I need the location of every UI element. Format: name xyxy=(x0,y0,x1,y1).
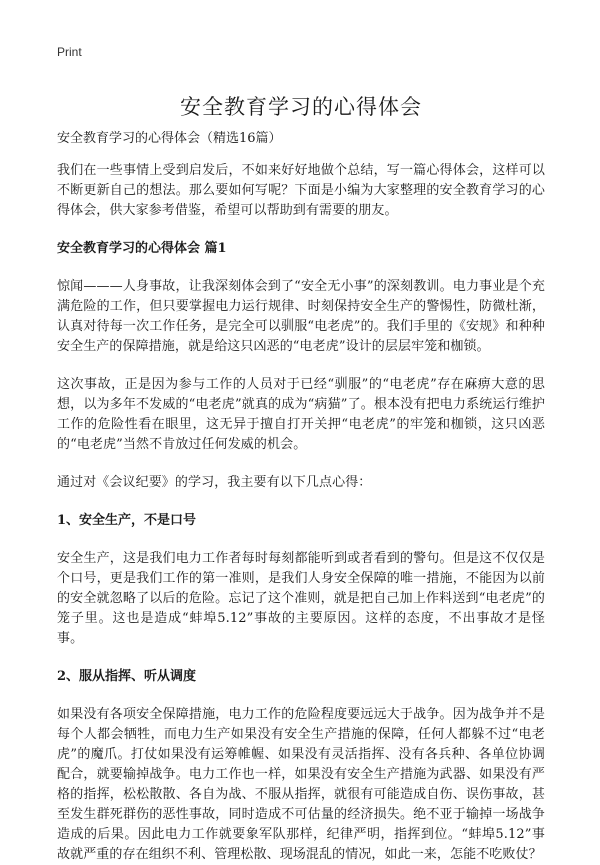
intro-paragraph: 我们在一些事情上受到启发后，不如来好好地做个总结，写一篇心得体会，这样可以不断更新自己的想法。那么要如何写呢？下面是小编为大家整理的安全教育学习的心得体会，供大家参考借鉴，希望可以帮助到有需要的朋友。 xyxy=(57,163,545,218)
section-heading: 安全教育学习的心得体会 篇1 xyxy=(57,241,227,256)
print-link[interactable]: Print xyxy=(57,45,82,59)
paragraph-1: 惊闻———人身事故，让我深刻体会到了“安全无小事”的深刻教训。电力事业是个充满危险的工作，但只要掌握电力运行规律、时刻保持安全生产的警惕性，防微杜渐，认真对待每一次工作任务，是完全可以驯服“电老虎”的。我们手里的《安规》和种种安全生产的保障措施，就是给这只凶恶的“电老虎”设计的层层牢笼和枷锁。 xyxy=(57,279,545,354)
document-title: 安全教育学习的心得体会 xyxy=(180,95,422,119)
point-2-text: 如果没有各项安全保障措施，电力工作的危险程度要远远大于战争。因为战争并不是每个人都会牺牲，而电力生产如果没有安全生产措施的保障，任何人都躲不过“电老虎”的魔爪。打仗如果没有运筹帷幄、如果没有灵活指挥、没有各兵种、各单位协调配合，就要输掉战争。电力工作也一样，如果没有安全生产措施为武器、如果没有严格的指挥，松松散散、各自为战、不服从指挥，就很有可能造成自伤、误伤事故，甚至发生群死群伤的恶性事故，同时造成不可估量的经济损失。绝不亚于输掉一场战争造成的后果。因此电力工作就要象军队那样，纪律严明，指挥到位。“蚌埠5.12”事故就严重的存在组织不利、管理松散、现场混乱的情况，如此一来，怎能不吃败仗？ xyxy=(57,707,545,862)
paragraph-2: 这次事故，正是因为参与工作的人员对于已经“驯服”的“电老虎”存在麻痹大意的思想，以为多年不发威的“电老虎”就真的成为“病猫”了。根本没有把电力系统运行维护工作的危险性看在眼里，这无异于擅自打开关押“电老虎”的牢笼和枷锁，这只凶恶的“电老虎”当然不肯放过任何发威的机会。 xyxy=(57,377,545,452)
document-subtitle: 安全教育学习的心得体会（精选16篇） xyxy=(57,131,282,146)
paragraph-3: 通过对《会议纪要》的学习，我主要有以下几点心得： xyxy=(57,475,372,490)
point-1-text: 安全生产，这是我们电力工作者每时每刻都能听到或者看到的警句。但是这不仅仅是个口号，更是我们工作的第一准则，是我们人身安全保障的唯一措施，不能因为以前的安全就忽略了以后的危险。忘记了这个准则，就是把自己加上作料送到“电老虎”的笼子里。这也是造成“蚌埠5.12”事故的主要原因。这样的态度，不出事故才是怪事。 xyxy=(57,551,545,646)
point-2-heading: 2、服从指挥、听从调度 xyxy=(57,669,197,684)
point-1-heading: 1、安全生产，不是口号 xyxy=(57,513,197,528)
